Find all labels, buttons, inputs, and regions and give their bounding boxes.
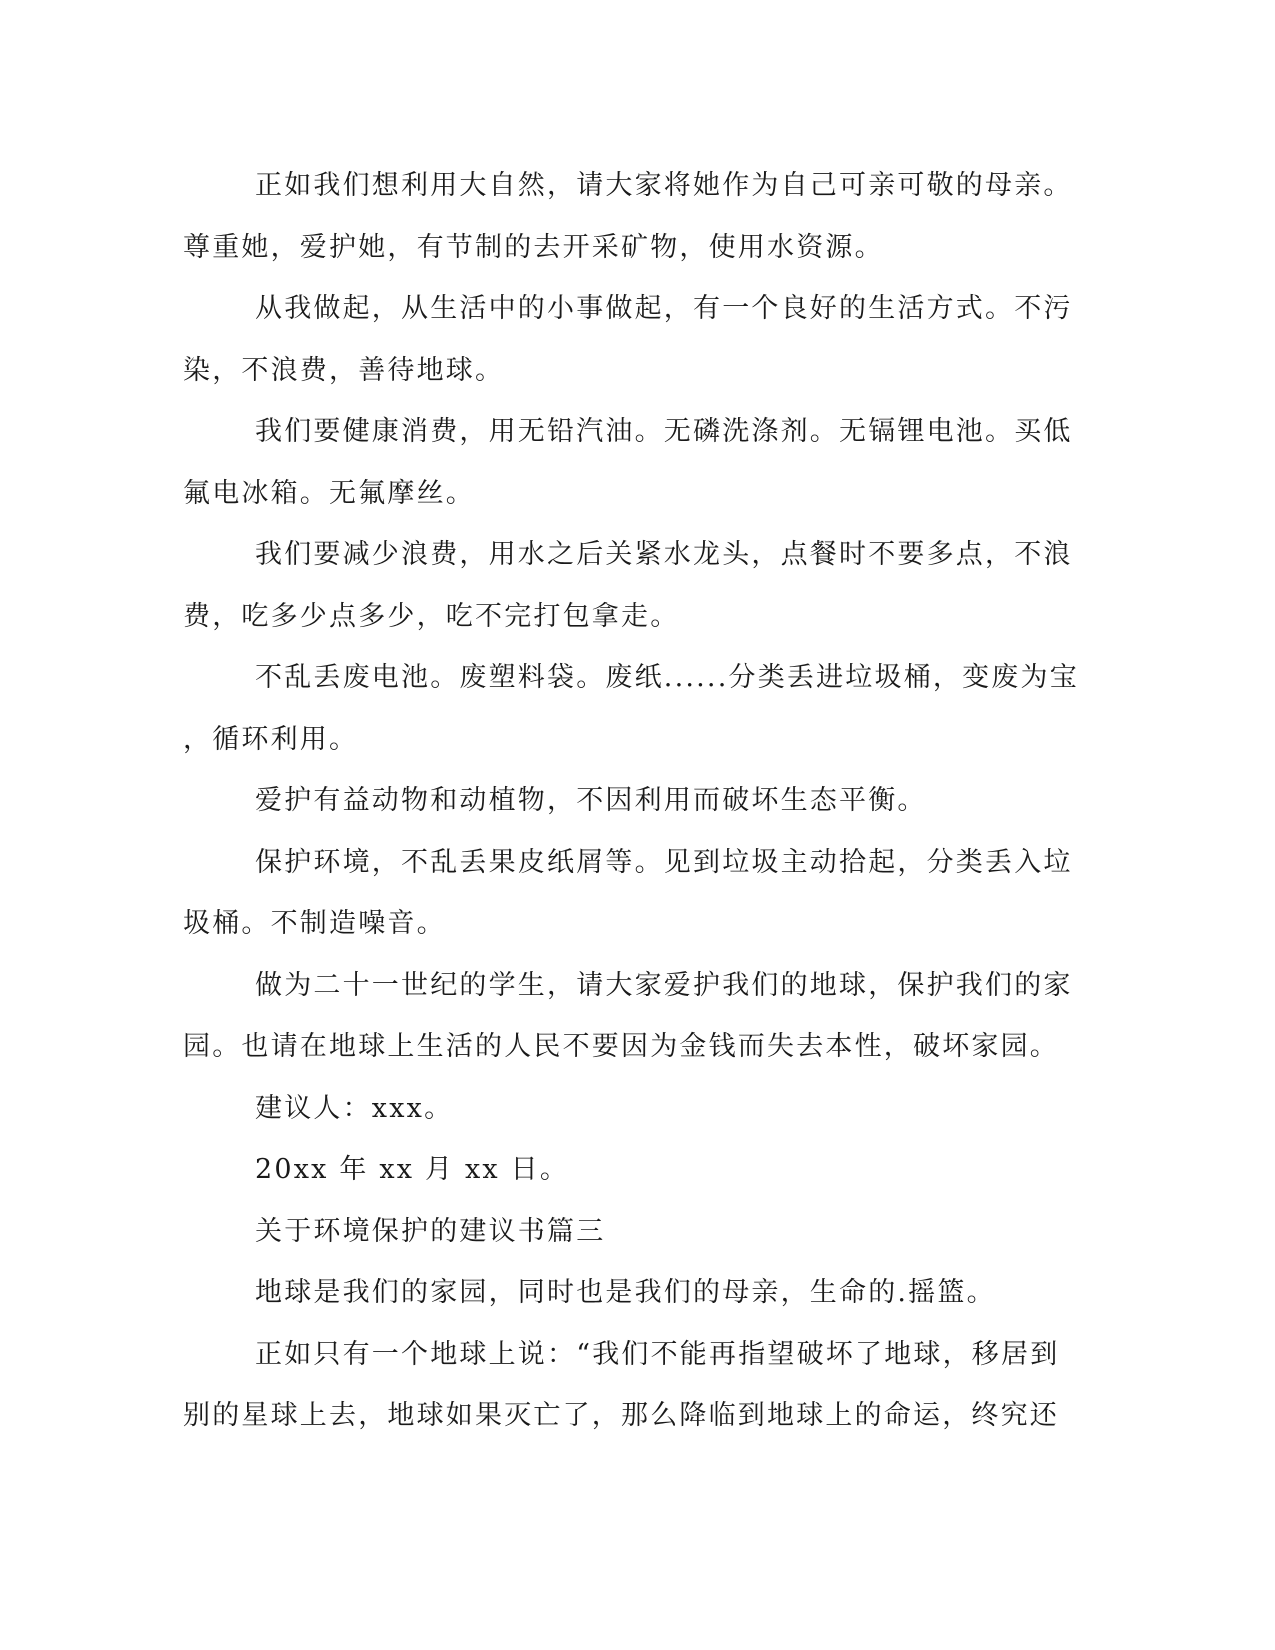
paragraph-line: 我们要健康消费，用无铅汽油。无磷洗涤剂。无镉锂电池。买低	[255, 416, 1073, 447]
paragraph-4	[183, 524, 1073, 647]
paragraph-line: 正如只有一个地球上说：“我们不能再指望破坏了地球，移居到	[255, 1338, 1060, 1370]
paragraph-line: 不乱丢废电池。废塑料袋。废纸......分类丢进垃圾桶，变废为宝	[255, 662, 1079, 693]
paragraph-line: 正如我们想利用大自然，请大家将她作为自己可亲可敬的母亲。	[255, 170, 1073, 201]
document-body	[183, 155, 1079, 1447]
paragraph-line: 圾桶。不制造噪音。	[183, 908, 446, 939]
signature-line	[183, 1078, 1043, 1140]
paragraph-line: 建议人：xxx。	[255, 1092, 454, 1124]
paragraph-line: 关于环境保护的建议书篇三	[255, 1215, 606, 1247]
paragraph-line: 从我做起，从生活中的小事做起，有一个良好的生活方式。不污	[255, 293, 1073, 324]
paragraph-line: 园。也请在地球上生活的人民不要因为金钱而失去本性，破坏家园。	[183, 1031, 1059, 1062]
paragraph-line: 地球是我们的家园，同时也是我们的母亲，生命的.摇篮。	[255, 1277, 996, 1308]
paragraph-7	[183, 832, 1073, 955]
paragraph-line: 我们要减少浪费，用水之后关紧水龙头，点餐时不要多点，不浪	[255, 539, 1073, 570]
paragraph-10	[183, 1324, 1060, 1447]
paragraph-5	[183, 647, 1079, 770]
paragraph-8	[183, 955, 1073, 1078]
paragraph-2	[183, 278, 1073, 401]
paragraph-line: 费，吃多少点多少，吃不完打包拿走。	[183, 600, 680, 632]
paragraph-1	[183, 155, 1073, 278]
paragraph-line: ，循环利用。	[183, 723, 359, 755]
paragraph-6	[183, 770, 1043, 832]
paragraph-line: 做为二十一世纪的学生，请大家爱护我们的地球，保护我们的家	[255, 969, 1073, 1001]
paragraph-line: 保护环境，不乱丢果皮纸屑等。见到垃圾主动拾起，分类丢入垃	[255, 846, 1073, 878]
paragraph-line: 别的星球上去，地球如果灭亡了，那么降临到地球上的命运，终究还	[183, 1400, 1059, 1431]
section-heading	[183, 1201, 1043, 1263]
date-line	[183, 1139, 1043, 1201]
paragraph-line: 20xx 年 xx 月 xx 日。	[255, 1154, 570, 1185]
paragraph-9	[183, 1262, 1043, 1324]
paragraph-line: 氟电冰箱。无氟摩丝。	[183, 477, 475, 509]
paragraph-3	[183, 401, 1073, 524]
paragraph-line: 爱护有益动物和动植物，不因利用而破坏生态平衡。	[255, 785, 927, 816]
paragraph-line: 染，不浪费，善待地球。	[183, 354, 505, 386]
paragraph-line: 尊重她，爱护她，有节制的去开采矿物，使用水资源。	[183, 231, 884, 263]
